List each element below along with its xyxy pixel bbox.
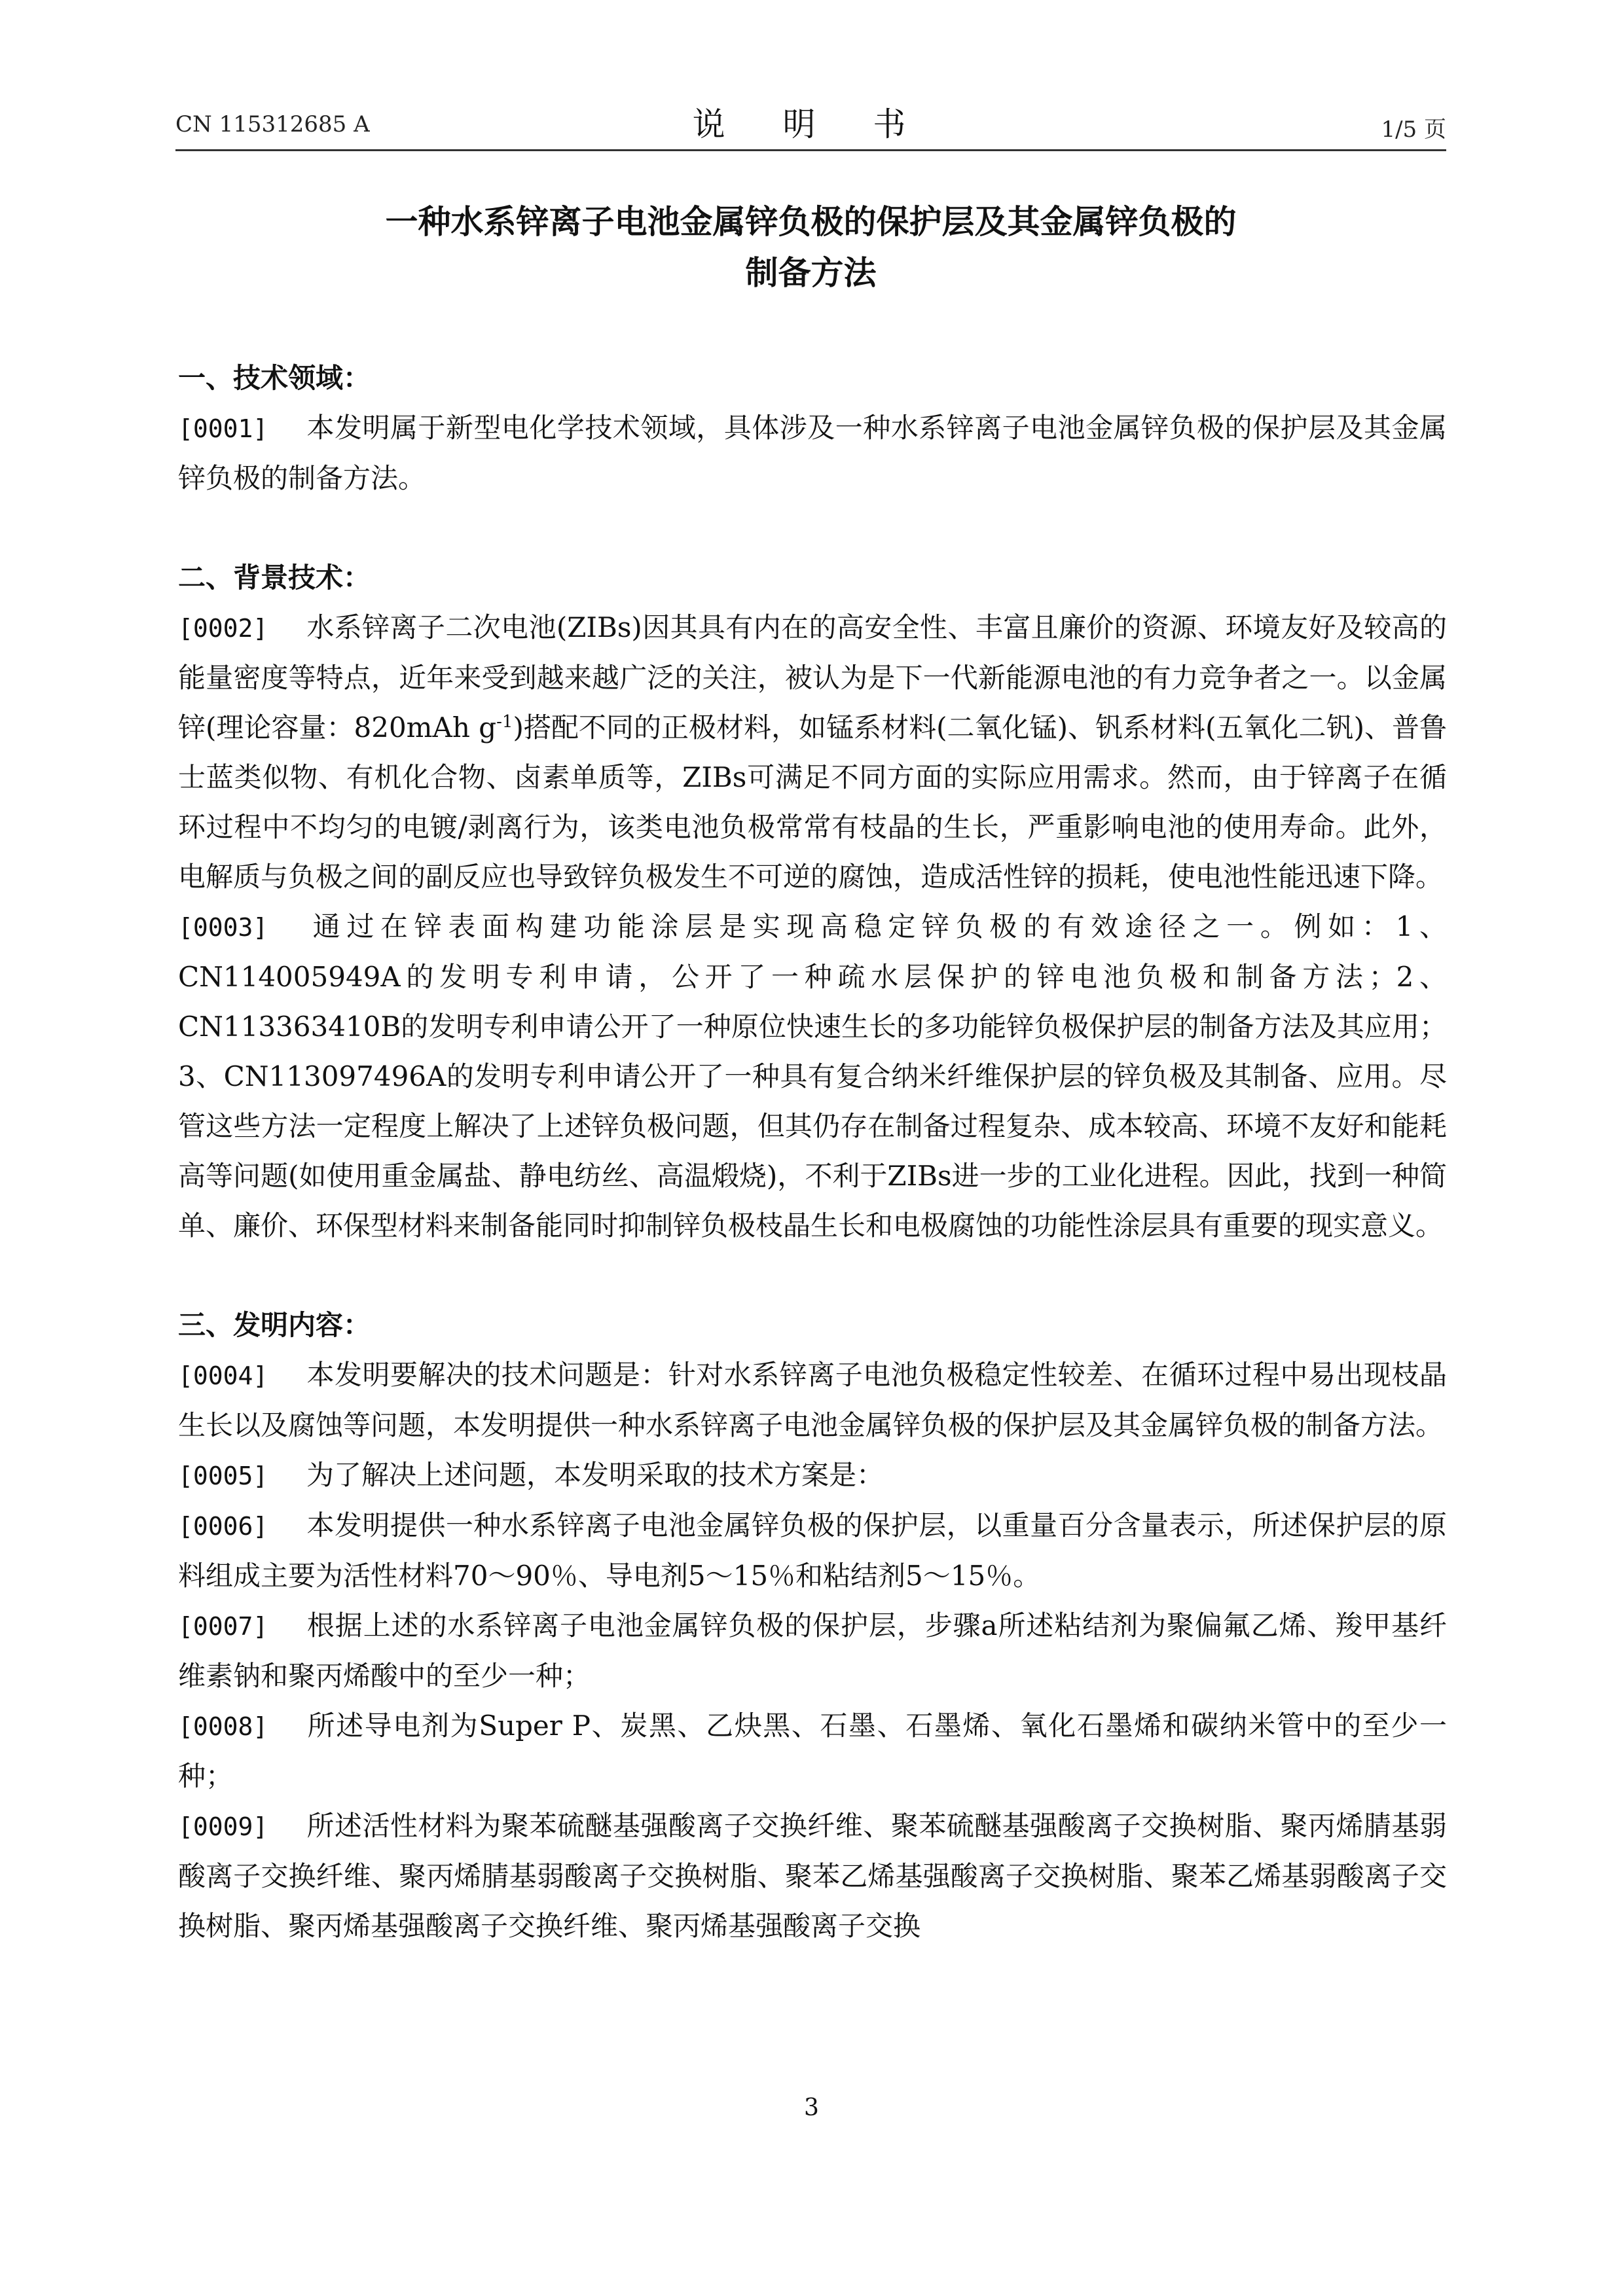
paragraph-0005 (178, 1450, 1447, 1501)
header-divider (175, 149, 1446, 151)
paragraph-text: 根据上述的水系锌离子电池金属锌负极的保护层，步骤a所述粘结剂为聚偏氟乙烯、羧甲基纤维素钠和聚丙烯酸中的至少一种； (178, 1609, 1447, 1692)
paragraph-number: [0003] (178, 913, 268, 942)
paragraph-number: [0004] (178, 1361, 268, 1390)
doc-type-title: 说 明 书 (692, 105, 930, 143)
paragraph-number: [0001] (178, 414, 268, 443)
paragraph-text-cont: )搭配不同的正极材料，如锰系材料(二氧化锰)、钒系材料(五氧化二钒)、普鲁士蓝类似物、有机化合物、卤素单质等，ZIBs可满足不同方面的实际应用需求。然而，由于锌离子在循环过程中不均匀的电镀/剥离行为，该类电池负极常常有枝晶的生长，严重影响电池的使用寿命。此外，电解质与负极之间的副反应也导致锌负极发生不可逆的腐蚀，造成活性锌的损耗，使电池性能迅速下降。 (178, 711, 1448, 893)
superscript: -1 (496, 712, 513, 732)
title-line-1: 一种水系锌离子电池金属锌负极的保护层及其金属锌负极的 (385, 203, 1237, 241)
paragraph-0001 (178, 403, 1447, 503)
paragraph-number: [0002] (178, 614, 268, 643)
paragraph-text: 为了解决上述问题，本发明采取的技术方案是： (306, 1459, 884, 1491)
page-header (175, 98, 1446, 151)
paragraph-text: 本发明要解决的技术问题是：针对水系锌离子电池负极稳定性较差、在循环过程中易出现枝晶生长以及腐蚀等问题，本发明提供一种水系锌离子电池金属锌负极的保护层及其金属锌负极的制备方法。 (178, 1359, 1447, 1441)
paragraph-text: 水系锌离子二次电池(ZIBs)因其具有内在的高安全性、丰富且廉价的资源、环境友好及较高的能量密度等特点，近年来受到越来越广泛的关注，被认为是下一代新能源电池的有力竞争者之一。以金属锌(理论容量：820mAh g (178, 611, 1447, 744)
paragraph-0003 (178, 902, 1447, 1251)
paragraph-text: 本发明提供一种水系锌离子电池金属锌负极的保护层，以重量百分含量表示，所述保护层的原料组成主要为活性材料70～90％、导电剂5～15％和粘结剂5～15％。 (178, 1509, 1447, 1592)
paragraph-0007 (178, 1601, 1447, 1701)
paragraph-number: [0005] (178, 1462, 268, 1490)
section-heading: 三、发明内容： (178, 1309, 371, 1341)
section-heading: 二、背景技术： (178, 562, 371, 594)
page-number: 3 (804, 2094, 819, 2121)
paragraph-0002 (178, 603, 1447, 902)
section-technical-field (178, 353, 1447, 503)
paragraph-0008 (178, 1701, 1447, 1801)
paragraph-number: [0007] (178, 1612, 268, 1641)
paragraph-text: 所述导电剂为Super P、炭黑、乙炔黑、石墨、石墨烯、氧化石墨烯和碳纳米管中的至少一种； (178, 1710, 1447, 1792)
section-invention-content (178, 1300, 1447, 1951)
paragraph-number: [0006] (178, 1512, 268, 1541)
paragraph-number: [0008] (178, 1712, 268, 1741)
paragraph-number: [0009] (178, 1812, 268, 1841)
document-body (178, 353, 1447, 1951)
paragraph-0009 (178, 1801, 1447, 1951)
doc-number: CN 115312685 A (175, 111, 370, 137)
paragraph-0006 (178, 1501, 1447, 1601)
paragraph-text: 所述活性材料为聚苯硫醚基强酸离子交换纤维、聚苯硫醚基强酸离子交换树脂、聚丙烯腈基弱酸离子交换纤维、聚丙烯腈基弱酸离子交换树脂、聚苯乙烯基强酸离子交换树脂、聚苯乙烯基弱酸离子交换树脂、聚丙烯基强酸离子交换纤维、聚丙烯基强酸离子交换 (178, 1810, 1447, 1942)
paragraph-0004 (178, 1350, 1447, 1450)
paragraph-text: 通过在锌表面构建功能涂层是实现高稳定锌负极的有效途径之一。例如：1、CN114005949A的发明专利申请，公开了一种疏水层保护的锌电池负极和制备方法；2、CN113363410B的发明专利申请公开了一种原位快速生长的多功能锌负极保护层的制备方法及其应用；3、CN113097496A的发明专利申请公开了一种具有复合纳米纤维保护层的锌负极及其制备、应用。尽管这些方法一定程度上解决了上述锌负极问题，但其仍存在制备过程复杂、成本较高、环境不友好和能耗高等问题(如使用重金属盐、静电纺丝、高温煅烧)，不利于ZIBs进一步的工业化进程。因此，找到一种简单、廉价、环保型材料来制备能同时抑制锌负极枝晶生长和电极腐蚀的功能性涂层具有重要的现实意义。 (178, 910, 1447, 1242)
title-line-2: 制备方法 (745, 254, 877, 292)
page-info: 1/5 页 (1381, 117, 1446, 143)
section-heading: 一、技术领域： (178, 362, 371, 394)
paragraph-text: 本发明属于新型电化学技术领域，具体涉及一种水系锌离子电池金属锌负极的保护层及其金属锌负极的制备方法。 (178, 412, 1447, 494)
invention-title (175, 196, 1446, 298)
section-background (178, 553, 1447, 1251)
